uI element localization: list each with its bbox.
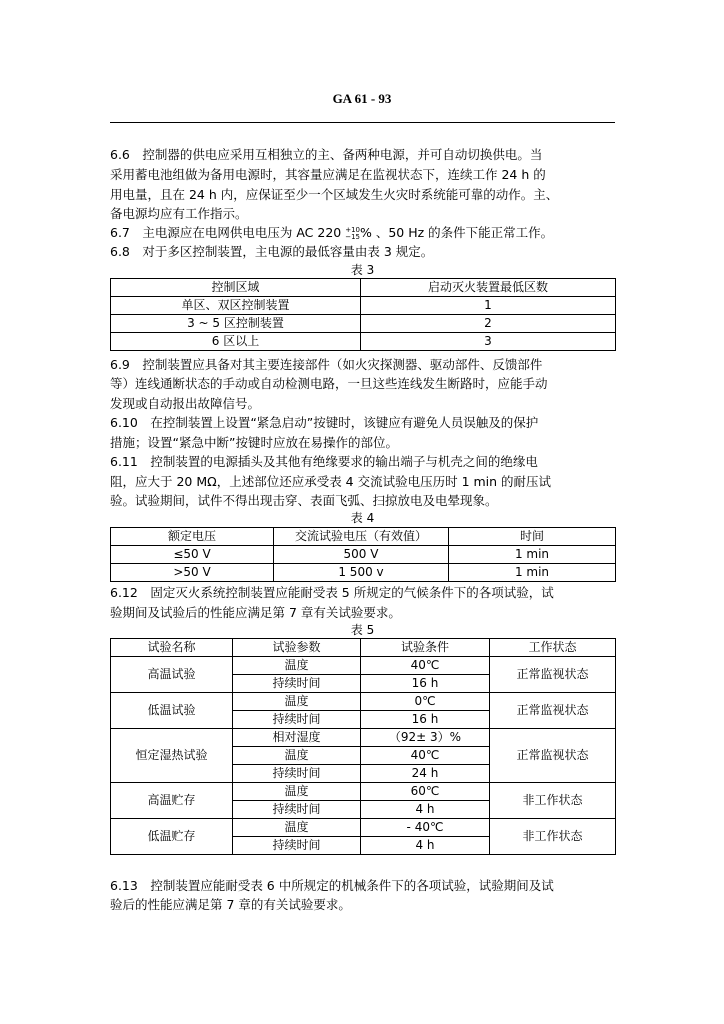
table-header-cell: 工作状态 <box>490 639 616 657</box>
status-cell: 非工作状态 <box>490 783 616 819</box>
table-4-caption: 表 4 <box>350 511 375 525</box>
table-cell: 单区、双区控制装置 <box>111 297 361 315</box>
table-cell: 相对湿度 <box>233 729 361 747</box>
tolerance-upper: +10 <box>345 225 360 234</box>
table-cell: 1 500 v <box>274 564 449 582</box>
table-3-caption: 表 3 <box>350 263 375 277</box>
table-cell: - 40℃ <box>361 819 490 837</box>
test-name-cell: 低温试验 <box>111 693 233 729</box>
paragraph-6-6-line-4: 备电源均应有工作指示。 <box>110 206 248 221</box>
table-5-caption: 表 5 <box>350 623 375 637</box>
paragraph-6-9-line-2: 等）连线通断状态的手动或自动检测电路，一旦这些连线发生断路时，应能手动 <box>110 376 548 391</box>
test-name-cell: 低温贮存 <box>111 819 233 855</box>
test-name-cell: 恒定湿热试验 <box>111 729 233 783</box>
test-name-cell: 高温贮存 <box>111 783 233 819</box>
table-4 <box>110 527 616 582</box>
table-cell: 4 h <box>361 837 490 855</box>
table-cell: 持续时间 <box>233 711 361 729</box>
table-header-cell: 试验名称 <box>111 639 233 657</box>
table-cell: 500 V <box>274 546 449 564</box>
table-cell: 持续时间 <box>233 765 361 783</box>
paragraph-6-6-line-3: 用电量，且在 24 h 内，应保证至少一个区域发生火灾时系统能可靠的动作。主、 <box>110 187 559 202</box>
table-header-cell: 交流试验电压（有效值） <box>274 528 449 546</box>
table-cell: （92± 3）% <box>361 729 490 747</box>
table-header-row <box>111 528 616 546</box>
paragraph-6-13-line-1: 6.13 控制装置应能耐受表 6 中所规定的机械条件下的各项试验，试验期间及试 <box>110 878 554 893</box>
table-cell: 16 h <box>361 711 490 729</box>
table-header-cell: 试验条件 <box>361 639 490 657</box>
header-rule <box>110 122 615 123</box>
table-cell: 40℃ <box>361 747 490 765</box>
table-cell: 温度 <box>233 657 361 675</box>
table-header-cell: 启动灭火装置最低区数 <box>361 279 616 297</box>
table-header-row <box>111 279 616 297</box>
table-row <box>111 693 616 711</box>
paragraph-6-9-line-1: 6.9 控制装置应具备对其主要连接部件（如火灾探测器、驱动部件、反馈部件 <box>110 357 543 372</box>
table-cell: 温度 <box>233 819 361 837</box>
table-cell: 40℃ <box>361 657 490 675</box>
table-cell: 4 h <box>361 801 490 819</box>
table-row <box>111 297 616 315</box>
table-cell: 温度 <box>233 783 361 801</box>
table-row <box>111 819 616 837</box>
table-cell: 3 ~ 5 区控制装置 <box>111 315 361 333</box>
table-cell: 60℃ <box>361 783 490 801</box>
status-cell: 非工作状态 <box>490 819 616 855</box>
table-row <box>111 657 616 675</box>
paragraph-6-7 <box>110 223 615 243</box>
table-row <box>111 315 616 333</box>
table-cell: 1 <box>361 297 616 315</box>
table-cell: 16 h <box>361 675 490 693</box>
table-header-cell: 控制区域 <box>111 279 361 297</box>
tolerance-lower: −15 <box>345 232 360 241</box>
paragraph-6-12-line-2: 验期间及试验后的性能应满足第 7 章有关试验要求。 <box>110 605 401 620</box>
table-row <box>111 783 616 801</box>
table-header-cell: 试验参数 <box>233 639 361 657</box>
paragraph-6-10-line-2: 措施；设置“紧急中断”按键时应放在易操作的部位。 <box>110 435 398 450</box>
table-cell: 温度 <box>233 747 361 765</box>
table-cell: 2 <box>361 315 616 333</box>
table-5 <box>110 638 616 855</box>
status-cell: 正常监视状态 <box>490 657 616 693</box>
table-cell: 1 min <box>449 564 616 582</box>
paragraph-6-9-line-3: 发现或自动报出故障信号。 <box>110 396 261 411</box>
table-row <box>111 546 616 564</box>
paragraph-6-10-line-1: 6.10 在控制装置上设置“紧急启动”按键时，该键应有避免人员误触及的保护 <box>110 415 539 430</box>
paragraph-6-11-line-1: 6.11 控制装置的电源插头及其他有绝缘要求的输出端子与机壳之间的绝缘电 <box>110 454 538 469</box>
table-row <box>111 333 616 351</box>
test-name-cell: 高温试验 <box>111 657 233 693</box>
table-cell: 24 h <box>361 765 490 783</box>
paragraph-6-7-text-b: % 、50 Hz 的条件下能正常工作。 <box>360 225 554 240</box>
table-cell: 持续时间 <box>233 675 361 693</box>
table-cell: 0℃ <box>361 693 490 711</box>
table-cell: >50 V <box>111 564 274 582</box>
paragraph-6-6-line-2: 采用蓄电池组做为备用电源时，其容量应满足在监视状态下，连续工作 24 h 的 <box>110 167 546 182</box>
table-row <box>111 564 616 582</box>
table-3 <box>110 278 616 351</box>
table-cell: 持续时间 <box>233 837 361 855</box>
status-cell: 正常监视状态 <box>490 729 616 783</box>
table-cell: 温度 <box>233 693 361 711</box>
paragraph-6-7-text-a: 6.7 主电源应在电网供电电压为 AC 220 <box>110 225 346 240</box>
table-row <box>111 729 616 747</box>
paragraph-6-8: 6.8 对于多区控制装置，主电源的最低容量由表 3 规定。 <box>110 244 434 259</box>
voltage-tolerance <box>345 227 360 241</box>
paragraph-6-11-line-2: 阻，应大于 20 MΩ，上述部位还应承受表 4 交流试验电压历时 1 min 的耐压试 <box>110 474 552 489</box>
table-cell: 3 <box>361 333 616 351</box>
table-cell: 6 区以上 <box>111 333 361 351</box>
paragraph-6-6-line-1: 6.6 控制器的供电应采用互相独立的主、备两种电源，并可自动切换供电。当 <box>110 147 543 162</box>
table-cell: 持续时间 <box>233 801 361 819</box>
document-header-code: GA 61 - 93 <box>332 91 392 106</box>
paragraph-6-12-line-1: 6.12 固定灭火系统控制装置应能耐受表 5 所规定的气候条件下的各项试验，试 <box>110 585 554 600</box>
table-cell: ≤50 V <box>111 546 274 564</box>
table-header-cell: 额定电压 <box>111 528 274 546</box>
table-cell: 1 min <box>449 546 616 564</box>
table-header-row <box>111 639 616 657</box>
paragraph-6-13-line-2: 验后的性能应满足第 7 章的有关试验要求。 <box>110 897 351 912</box>
table-header-cell: 时间 <box>449 528 616 546</box>
paragraph-6-11-line-3: 验。试验期间，试件不得出现击穿、表面飞弧、扫掠放电及电晕现象。 <box>110 493 498 508</box>
status-cell: 正常监视状态 <box>490 693 616 729</box>
